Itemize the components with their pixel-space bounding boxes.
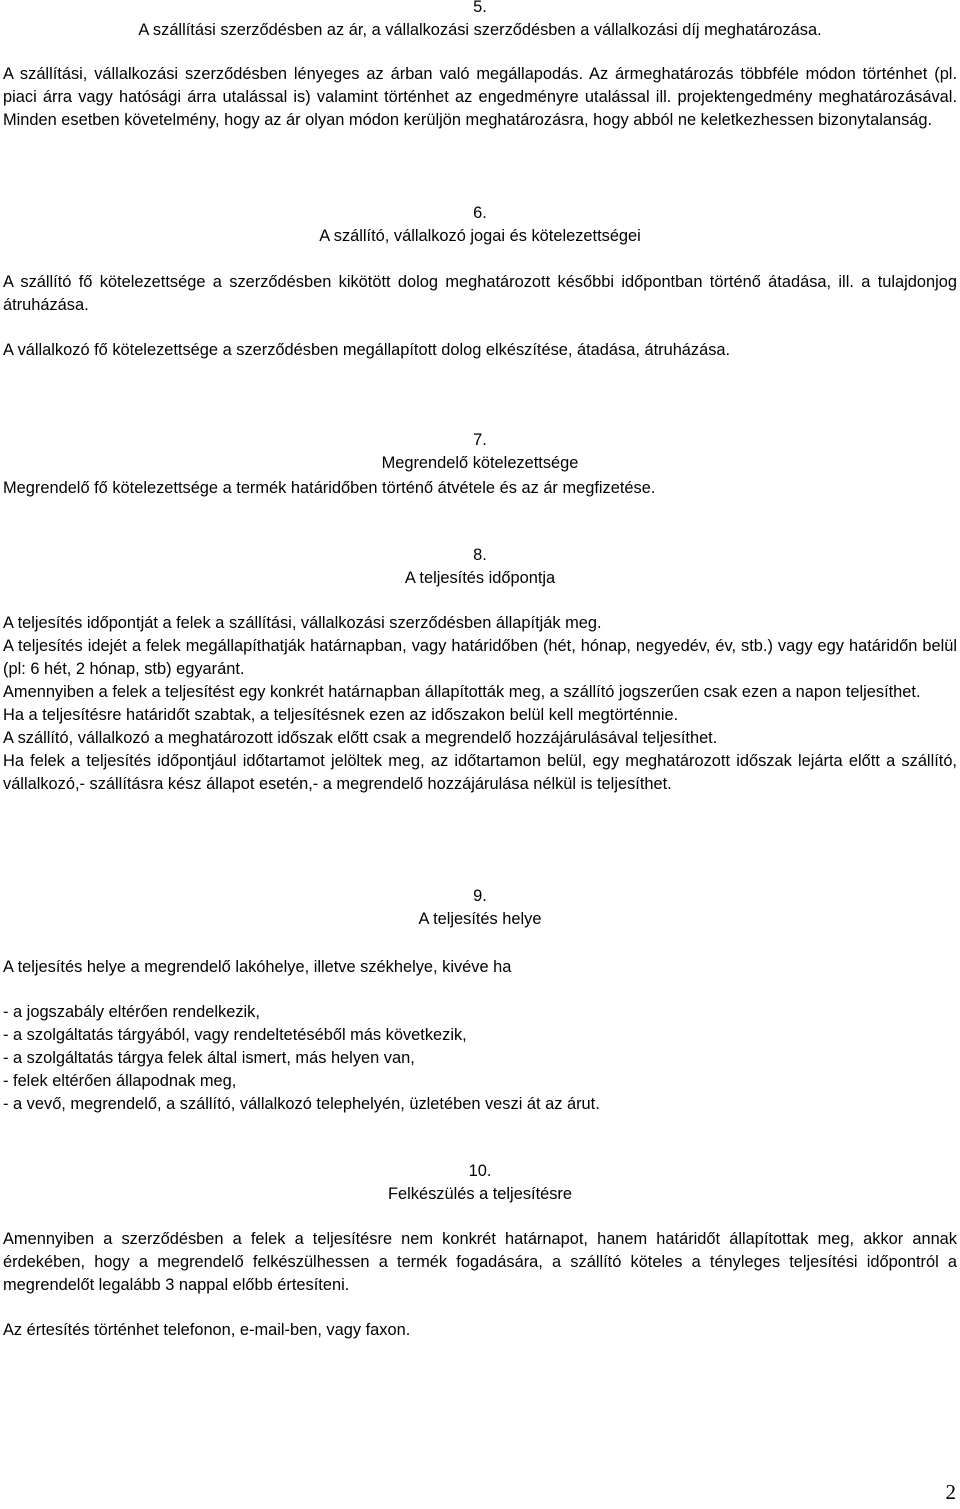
- section-number: 9.: [473, 887, 487, 905]
- paragraph: A szállító, vállalkozó a meghatározott időszak előtt csak a megrendelő hozzájárulásával teljesíthet.: [3, 729, 718, 747]
- paragraph: A szállítási, vállalkozási szerződésben lényeges az árban való megállapodás. Az ármeghatározás többféle módon történhet (pl. piaci árra vagy hatósági árra utalással is) valamint történhet az engedményre utalással ill. projektengedmény meghatározásával. Minden esetben követelmény, hogy az ár olyan módon kerüljön meghatározásra, hogy abból ne keletkezhessen bizonytalanság.: [3, 65, 957, 129]
- paragraph: A teljesítés idejét a felek megállapíthatják határnapban, vagy határidőben (hét, hónap, negyedév, év, stb.) vagy egy határidőn belül (pl: 6 hét, 2 hónap, stb) egyaránt.: [3, 637, 957, 678]
- list-item: - a szolgáltatás tárgyából, vagy rendeltetéséből más következik,: [3, 1026, 467, 1044]
- section-heading: A szállító, vállalkozó jogai és kötelezettségei: [319, 227, 641, 245]
- condition-list: [3, 1001, 957, 1116]
- paragraph: A teljesítés időpontját a felek a szállítási, vállalkozási szerződésben állapítják meg.: [3, 614, 602, 632]
- section-heading: A teljesítés időpontja: [404, 569, 556, 587]
- section-9: [3, 885, 957, 931]
- paragraph: A szállító fő kötelezettsége a szerződésben kikötött dolog meghatározott későbbi időpontban történő átadása, ill. a tulajdonjog átruházása.: [3, 273, 957, 314]
- section-number: 10.: [468, 1162, 492, 1180]
- section-10: [3, 1160, 957, 1206]
- section-number: 5.: [473, 0, 487, 16]
- paragraph: A vállalkozó fő kötelezettsége a szerződésben megállapított dolog elkészítése, átadása, átruházása.: [3, 341, 731, 359]
- list-item: - a vevő, megrendelő, a szállító, vállalkozó telephelyén, üzletében veszi át az árut.: [3, 1095, 600, 1113]
- list-item: - a szolgáltatás tárgya felek által ismert, más helyen van,: [3, 1049, 415, 1067]
- section-heading: A szállítási szerződésben az ár, a vállalkozási szerződésben a vállalkozási díj meghatározása.: [138, 21, 822, 39]
- section-5: [3, 0, 957, 42]
- page-number: 2: [945, 1480, 956, 1504]
- section-heading: A teljesítés helye: [418, 910, 542, 928]
- section-5-body: [3, 63, 957, 132]
- section-10-body: [3, 1228, 957, 1342]
- section-number: 7.: [473, 431, 487, 449]
- section-7: [3, 429, 957, 475]
- section-7-body: [3, 477, 957, 500]
- paragraph: Amennyiben a szerződésben a felek a teljesítésre nem konkrét határnapot, hanem határidőt állapítottak meg, akkor annak érdekében, hogy a megrendelő felkészülhessen a termék fogadására, a szállító köteles a tényleges teljesítési időpontról a megrendelőt legalább 3 nappal előbb értesíteni.: [3, 1230, 957, 1294]
- section-9-body: [3, 956, 957, 1116]
- list-item: - a jogszabály eltérően rendelkezik,: [3, 1003, 260, 1021]
- section-8: [3, 544, 957, 590]
- paragraph: Ha a teljesítésre határidőt szabtak, a teljesítésnek ezen az időszakon belül kell megtörténnie.: [3, 706, 679, 724]
- section-8-body: [3, 612, 957, 796]
- section-number: 6.: [473, 204, 487, 222]
- paragraph: Az értesítés történhet telefonon, e-mail-ben, vagy faxon.: [3, 1321, 411, 1339]
- paragraph: Amennyiben a felek a teljesítést egy konkrét határnapban állapították meg, a szállító jogszerűen csak ezen a napon teljesíthet.: [3, 683, 921, 701]
- paragraph: Megrendelő fő kötelezettsége a termék határidőben történő átvétele és az ár megfizetése.: [3, 479, 656, 497]
- section-6: [3, 202, 957, 248]
- section-heading: Felkészülés a teljesítésre: [387, 1185, 573, 1203]
- section-heading: Megrendelő kötelezettsége: [381, 454, 579, 472]
- paragraph: A teljesítés helye a megrendelő lakóhelye, illetve székhelye, kivéve ha: [3, 958, 512, 976]
- section-6-body: [3, 271, 957, 362]
- list-item: - felek eltérően állapodnak meg,: [3, 1072, 237, 1090]
- section-number: 8.: [473, 546, 487, 564]
- paragraph: Ha felek a teljesítés időpontjául időtartamot jelöltek meg, az időtartamon belül, egy meghatározott időszak lejárta előtt a szállító, vállalkozó,- szállításra kész állapot esetén,- a megrendelő hozzájárulása nélkül is teljesíthet.: [3, 752, 957, 793]
